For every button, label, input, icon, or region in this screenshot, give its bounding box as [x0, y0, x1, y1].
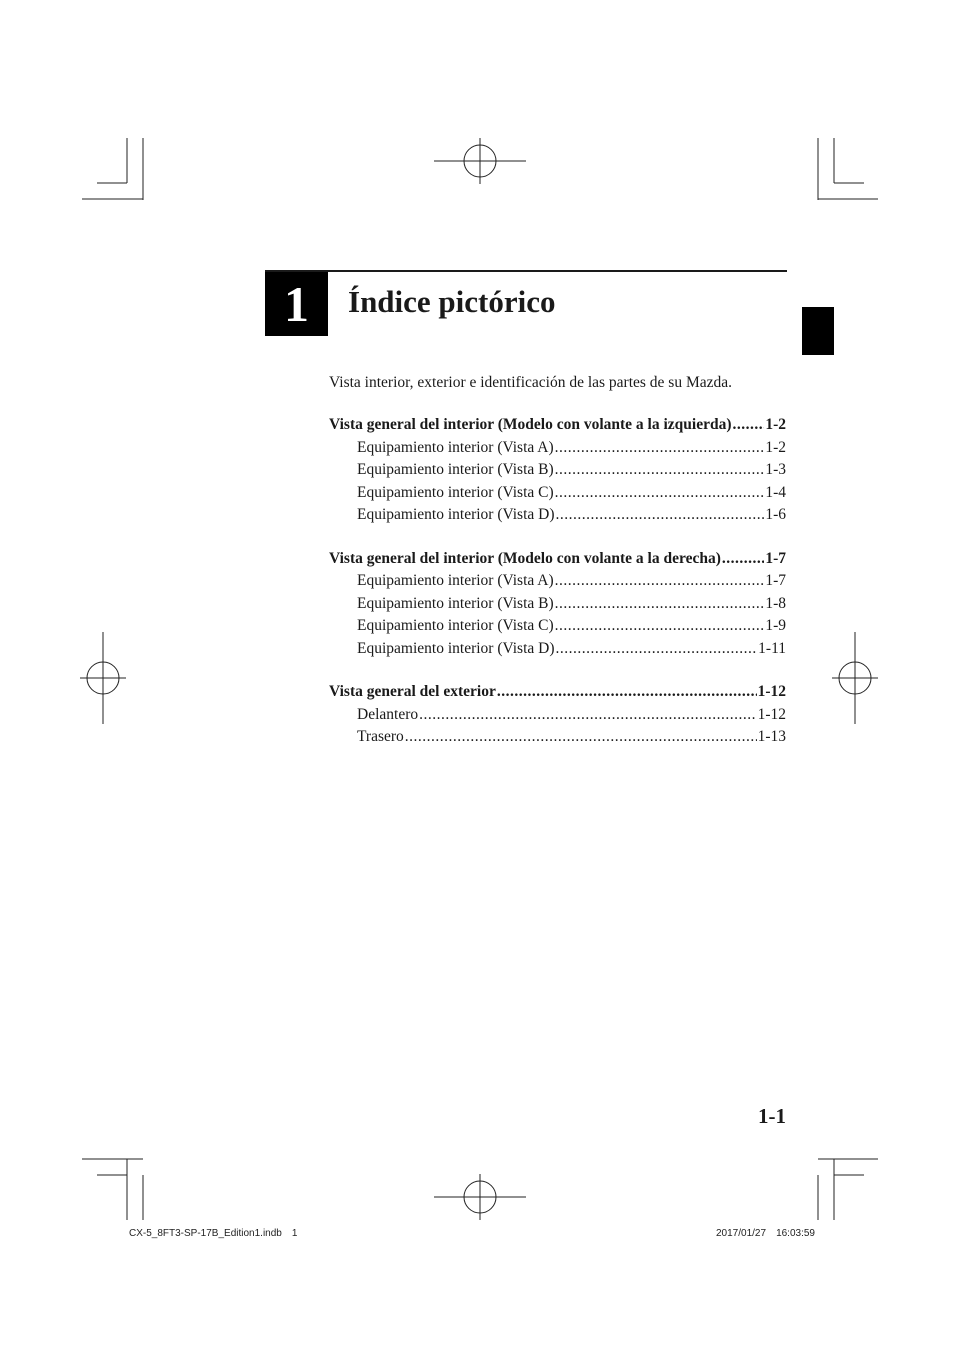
toc-leader-dots	[556, 504, 765, 527]
table-of-contents	[329, 414, 786, 770]
toc-leader-dots	[419, 704, 756, 727]
toc-leader-dots	[733, 414, 765, 437]
toc-entry-label: Equipamiento interior (Vista B)	[357, 594, 554, 612]
toc-entry-label: Equipamiento interior (Vista C)	[357, 617, 554, 634]
chapter-title: Índice pictórico	[348, 284, 556, 319]
toc-entry-label: Equipamiento interior (Vista A)	[357, 572, 554, 589]
registration-target-top	[434, 138, 526, 184]
toc-entry-label: Equipamiento interior (Vista D)	[357, 639, 555, 657]
toc-section-exterior	[329, 681, 786, 749]
registration-target-bottom	[434, 1174, 526, 1220]
toc-entry-label: Equipamiento interior (Vista C)	[357, 483, 554, 501]
toc-heading[interactable]	[329, 681, 786, 704]
slug-time: 16:03:59	[776, 1228, 815, 1239]
toc-entry[interactable]	[329, 437, 786, 460]
toc-entry[interactable]	[329, 704, 786, 727]
toc-entry[interactable]	[329, 615, 786, 638]
chapter-thumb-tab	[802, 307, 834, 355]
toc-page-number: 1-4	[765, 483, 786, 501]
toc-leader-dots	[556, 638, 758, 661]
toc-heading-label: Vista general del exterior	[329, 683, 496, 700]
toc-leader-dots	[405, 726, 757, 749]
registration-target-right	[832, 632, 878, 724]
toc-section-interior-right-hand	[329, 548, 786, 661]
toc-page-number: 1-2	[765, 438, 786, 456]
chapter-number-box: 1	[265, 272, 328, 336]
print-slug-timestamp	[716, 1228, 815, 1239]
toc-page-number: 1-13	[757, 728, 786, 745]
registration-target-left	[80, 632, 126, 724]
chapter-header-rule	[265, 270, 787, 272]
toc-page-number: 1-8	[765, 594, 786, 612]
toc-leader-dots	[555, 482, 765, 505]
toc-leader-dots	[555, 570, 765, 593]
toc-leader-dots	[555, 593, 765, 616]
toc-section-interior-left-hand	[329, 414, 786, 527]
crop-mark-bottom-right	[818, 1159, 878, 1220]
toc-entry[interactable]	[329, 638, 786, 661]
toc-page-number: 1-12	[757, 705, 786, 723]
toc-leader-dots	[555, 437, 765, 460]
toc-page-number: 1-6	[765, 506, 786, 523]
toc-page-number: 1-11	[758, 639, 786, 657]
crop-mark-top-right	[818, 138, 878, 200]
toc-heading[interactable]	[329, 414, 786, 437]
toc-entry[interactable]	[329, 726, 786, 749]
crop-mark-top-left	[82, 138, 143, 200]
toc-entry-label: Trasero	[357, 728, 404, 745]
toc-page-number: 1-7	[765, 549, 786, 567]
toc-leader-dots	[555, 615, 765, 638]
toc-entry[interactable]	[329, 593, 786, 616]
toc-page-number: 1-3	[765, 461, 786, 478]
toc-entry-label: Equipamiento interior (Vista A)	[357, 438, 554, 456]
toc-page-number: 1-9	[765, 617, 786, 634]
toc-leader-dots	[555, 459, 765, 482]
toc-entry[interactable]	[329, 482, 786, 505]
toc-heading-label: Vista general del interior (Modelo con volante a la izquierda)	[329, 416, 732, 433]
toc-leader-dots	[497, 681, 757, 704]
toc-heading-label: Vista general del interior (Modelo con volante a la derecha)	[329, 549, 721, 567]
toc-entry-label: Equipamiento interior (Vista B)	[357, 461, 554, 478]
slug-file-name: CX-5_8FT3-SP-17B_Edition1.indb	[129, 1228, 282, 1239]
toc-entry[interactable]	[329, 459, 786, 482]
print-slug-file	[129, 1228, 297, 1239]
slug-sheet-number: 1	[291, 1228, 298, 1239]
chapter-intro: Vista interior, exterior e identificación de las partes de su Mazda.	[329, 374, 733, 391]
crop-mark-bottom-left	[82, 1159, 143, 1220]
toc-entry-label: Equipamiento interior (Vista D)	[357, 506, 555, 523]
toc-page-number: 1-7	[765, 572, 786, 589]
toc-page-number: 1-2	[765, 416, 786, 433]
page-number: 1-1	[758, 1104, 786, 1128]
toc-entry[interactable]	[329, 504, 786, 527]
toc-entry-label: Delantero	[357, 705, 419, 723]
toc-page-number: 1-12	[757, 683, 786, 700]
toc-heading[interactable]	[329, 548, 786, 571]
toc-entry[interactable]	[329, 570, 786, 593]
slug-date: 2017/01/27	[716, 1228, 767, 1239]
toc-leader-dots	[722, 548, 764, 571]
